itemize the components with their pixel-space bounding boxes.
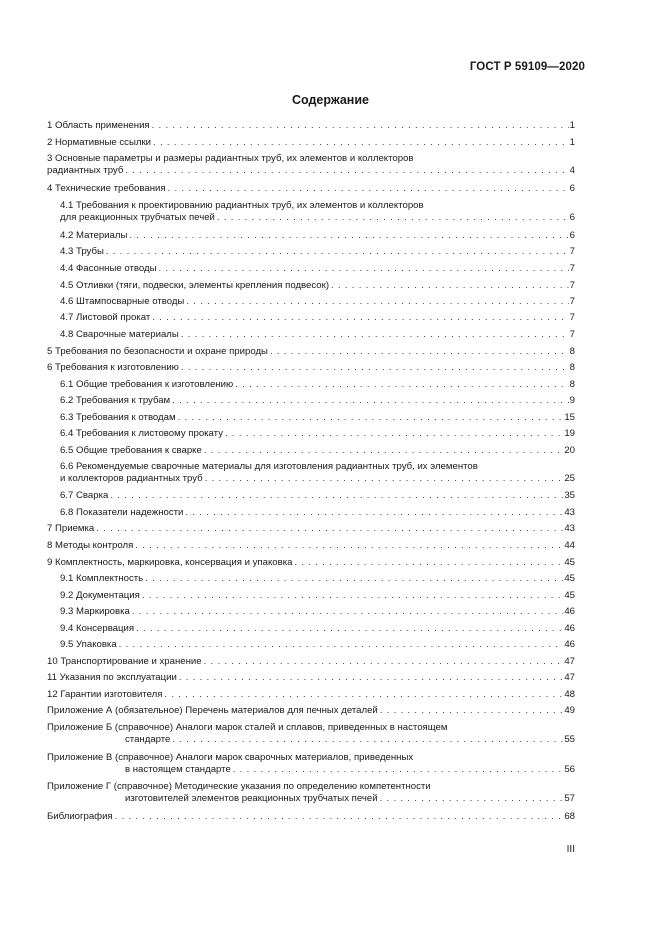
- toc-entry[interactable]: [60, 507, 575, 521]
- toc-leader: [181, 362, 569, 374]
- toc-entry-title: 11 Указания по эксплуатации: [47, 672, 177, 683]
- toc-leader: [172, 395, 569, 407]
- toc-page-number: 8: [569, 346, 575, 357]
- toc-entry[interactable]: [60, 639, 575, 653]
- toc-page-number: 57: [564, 793, 575, 804]
- toc-leader: [178, 412, 564, 424]
- toc-entry[interactable]: [60, 296, 575, 310]
- toc-entry[interactable]: [47, 672, 575, 686]
- toc-page-number: 7: [569, 329, 575, 340]
- toc-leader: [153, 137, 569, 149]
- toc-leader: [233, 764, 564, 776]
- toc-entry[interactable]: [60, 490, 575, 504]
- toc-entry-title: 4.5 Отливки (тяги, подвески, элементы крепления подвесок): [60, 280, 330, 291]
- toc-entry-title: 9.4 Консервация: [60, 623, 135, 634]
- toc-entry-title: 9.5 Упаковка: [60, 639, 117, 650]
- toc-leader: [204, 656, 564, 668]
- toc-page-number: 6: [569, 183, 575, 194]
- toc-leader: [204, 445, 564, 457]
- toc-page-number: 43: [564, 523, 575, 534]
- toc-entry[interactable]: [47, 752, 575, 780]
- toc-entry[interactable]: [47, 540, 575, 554]
- toc-leader: [152, 312, 568, 324]
- toc-entry-title: 4.2 Материалы: [60, 230, 128, 241]
- toc-entry[interactable]: [60, 280, 575, 294]
- toc-leader: [172, 734, 563, 746]
- toc-entry[interactable]: [47, 137, 575, 151]
- toc-leader: [181, 329, 569, 341]
- toc-entry-title: 7 Приемка: [47, 523, 95, 534]
- toc-page-number: 6: [569, 230, 575, 241]
- toc-page-number: 7: [569, 296, 575, 307]
- toc-entry[interactable]: [47, 705, 575, 719]
- toc-leader: [125, 165, 568, 177]
- toc-entry[interactable]: [60, 445, 575, 459]
- toc-entry-title: 10 Транспортирование и хранение: [47, 656, 202, 667]
- toc-leader: [96, 523, 563, 535]
- toc-entry-title: и коллекторов радиантных труб: [60, 473, 203, 484]
- toc-entry-title: 9.3 Маркировка: [60, 606, 130, 617]
- toc-entry[interactable]: [47, 153, 575, 181]
- toc-entry-title: 2 Нормативные ссылки: [47, 137, 152, 148]
- toc-entry-title-line1: 4.1 Требования к проектированию радиантных труб, их элементов и коллекторов: [60, 200, 424, 211]
- toc-leader: [142, 590, 563, 602]
- toc-page-number: 55: [564, 734, 575, 745]
- toc-entry[interactable]: [47, 811, 575, 825]
- toc-leader: [132, 606, 563, 618]
- toc-entry-title: 6.4 Требования к листовому прокату: [60, 428, 223, 439]
- toc-entry[interactable]: [60, 200, 575, 228]
- toc-entry[interactable]: [47, 523, 575, 537]
- toc-entry-title: 9.1 Комплектность: [60, 573, 144, 584]
- toc-entry[interactable]: [47, 346, 575, 360]
- toc-page-number: 4: [569, 165, 575, 176]
- toc-page-number: 56: [564, 764, 575, 775]
- toc-page-number: 35: [564, 490, 575, 501]
- toc-entry-title-line1: Приложение Б (справочное) Аналоги марок сталей и сплавов, приведенных в настоящем: [47, 722, 448, 733]
- toc-page-number: 43: [564, 507, 575, 518]
- toc-entry[interactable]: [60, 461, 575, 489]
- toc-entry[interactable]: [60, 230, 575, 244]
- toc-entry-title-line1: Приложение В (справочное) Аналоги марок сварочных материалов, приведенных: [47, 752, 414, 763]
- toc-entry-title: радиантных труб: [47, 165, 124, 176]
- toc-page-number: 45: [564, 590, 575, 601]
- toc-entry-title-line1: Приложение Г (справочное) Методические указания по определению компетентности: [47, 781, 431, 792]
- toc-leader: [159, 263, 569, 275]
- toc-page-number: 7: [569, 280, 575, 291]
- toc-entry-title: 4.6 Штампосварные отводы: [60, 296, 185, 307]
- toc-leader: [225, 428, 563, 440]
- toc-entry-title: в настоящем стандарте: [125, 764, 231, 775]
- page-folio: III: [566, 844, 575, 855]
- toc-page-number: 46: [564, 639, 575, 650]
- toc-entry-title: 4.4 Фасонные отводы: [60, 263, 157, 274]
- toc-entry-title: 12 Гарантии изготовителя: [47, 689, 163, 700]
- toc-entry-title: 4.7 Листовой прокат: [60, 312, 151, 323]
- toc-leader: [380, 705, 564, 717]
- toc-page-number: 19: [564, 428, 575, 439]
- toc-entry[interactable]: [60, 590, 575, 604]
- toc-page-number: 7: [569, 312, 575, 323]
- toc-entry[interactable]: [60, 329, 575, 343]
- toc-entry[interactable]: [60, 428, 575, 442]
- toc-entry-title-line1: 3 Основные параметры и размеры радиантных труб, их элементов и коллекторов: [47, 153, 414, 164]
- toc-leader: [135, 540, 563, 552]
- toc-leader: [270, 346, 569, 358]
- toc-page-number: 44: [564, 540, 575, 551]
- toc-entry-title: Библиография: [47, 811, 113, 822]
- toc-entry-title: 1 Область применения: [47, 120, 150, 131]
- toc-leader: [185, 507, 563, 519]
- toc-entry[interactable]: [60, 312, 575, 326]
- toc-leader: [205, 473, 564, 485]
- toc-leader: [294, 557, 563, 569]
- toc-entry[interactable]: [47, 120, 575, 134]
- toc-leader: [115, 811, 564, 823]
- toc-leader: [110, 490, 563, 502]
- toc-page-number: 48: [564, 689, 575, 700]
- toc-entry-title: изготовителей элементов реакционных трубчатых печей: [125, 793, 378, 804]
- toc-leader: [119, 639, 564, 651]
- toc-page-number: 49: [564, 705, 575, 716]
- toc-entry-title: 6.1 Общие требования к изготовлению: [60, 379, 234, 390]
- toc-leader: [217, 212, 569, 224]
- toc-entry-title: стандарте: [125, 734, 171, 745]
- toc-entry[interactable]: [47, 781, 575, 809]
- toc-page-number: 7: [569, 246, 575, 257]
- toc-page-number: 20: [564, 445, 575, 456]
- toc-page-number: 47: [564, 672, 575, 683]
- toc-page-number: 45: [564, 573, 575, 584]
- toc-entry-title: 4.3 Трубы: [60, 246, 104, 257]
- toc-page-number: 7: [569, 263, 575, 274]
- toc-entry[interactable]: [60, 379, 575, 393]
- toc-entry-title: 8 Методы контроля: [47, 540, 134, 551]
- toc-entry[interactable]: [60, 606, 575, 620]
- toc-page-number: 1: [569, 120, 575, 131]
- toc-leader: [235, 379, 568, 391]
- toc-entry[interactable]: [60, 623, 575, 637]
- toc-leader: [145, 573, 563, 585]
- toc-entry-title: 6.3 Требования к отводам: [60, 412, 176, 423]
- toc-entry[interactable]: [47, 656, 575, 670]
- toc-entry[interactable]: [60, 263, 575, 277]
- toc-entry-title: 9 Комплектность, маркировка, консервация и упаковка: [47, 557, 293, 568]
- toc-entry-title: 4.8 Сварочные материалы: [60, 329, 179, 340]
- toc-page-number: 9: [569, 395, 575, 406]
- toc-entry-title: 6.2 Требования к трубам: [60, 395, 171, 406]
- toc-entry[interactable]: [60, 395, 575, 409]
- toc-page-number: 46: [564, 606, 575, 617]
- toc-page-number: 25: [564, 473, 575, 484]
- toc-page-number: 1: [569, 137, 575, 148]
- toc-page-number: 45: [564, 557, 575, 568]
- toc-entry[interactable]: [47, 362, 575, 376]
- toc-leader: [186, 296, 568, 308]
- toc-entry[interactable]: [60, 573, 575, 587]
- toc-entry-title: 6.5 Общие требования к сварке: [60, 445, 202, 456]
- page-title: Содержание: [291, 93, 369, 107]
- toc-entry[interactable]: [47, 183, 575, 197]
- toc-page-number: 8: [569, 362, 575, 373]
- toc-page-number: 47: [564, 656, 575, 667]
- toc-entry-title: 9.2 Документация: [60, 590, 140, 601]
- toc-page-number: 68: [564, 811, 575, 822]
- toc-entry-title: 6.8 Показатели надежности: [60, 507, 184, 518]
- toc-leader: [331, 280, 569, 292]
- toc-entry[interactable]: [60, 246, 575, 260]
- toc-entry[interactable]: [47, 689, 575, 703]
- toc-entry-title-line1: 6.6 Рекомендуемые сварочные материалы для изготовления радиантных труб, их элементов: [60, 461, 478, 472]
- toc-entry-title: Приложение А (обязательное) Перечень материалов для печных деталей: [47, 705, 378, 716]
- toc-entry-title: 6 Требования к изготовлению: [47, 362, 179, 373]
- toc-leader: [380, 793, 564, 805]
- toc-entry-title: для реакционных трубчатых печей: [60, 212, 215, 223]
- toc-entry[interactable]: [47, 722, 575, 750]
- toc-page-number: 15: [564, 412, 575, 423]
- toc-entry-title: 6.7 Сварка: [60, 490, 109, 501]
- standard-designation: ГОСТ Р 59109—2020: [469, 61, 585, 73]
- toc-page-number: 6: [569, 212, 575, 223]
- toc-leader: [179, 672, 564, 684]
- toc-entry-title: 4 Технические требования: [47, 183, 166, 194]
- toc-leader: [136, 623, 563, 635]
- toc-page-number: 46: [564, 623, 575, 634]
- toc-entry[interactable]: [47, 557, 575, 571]
- toc-leader: [164, 689, 563, 701]
- toc-leader: [152, 120, 569, 132]
- toc-entry[interactable]: [60, 412, 575, 426]
- toc-leader: [129, 230, 568, 242]
- toc-leader: [168, 183, 569, 195]
- toc-leader: [106, 246, 569, 258]
- toc-page-number: 8: [569, 379, 575, 390]
- toc-entry-title: 5 Требования по безопасности и охране природы: [47, 346, 268, 357]
